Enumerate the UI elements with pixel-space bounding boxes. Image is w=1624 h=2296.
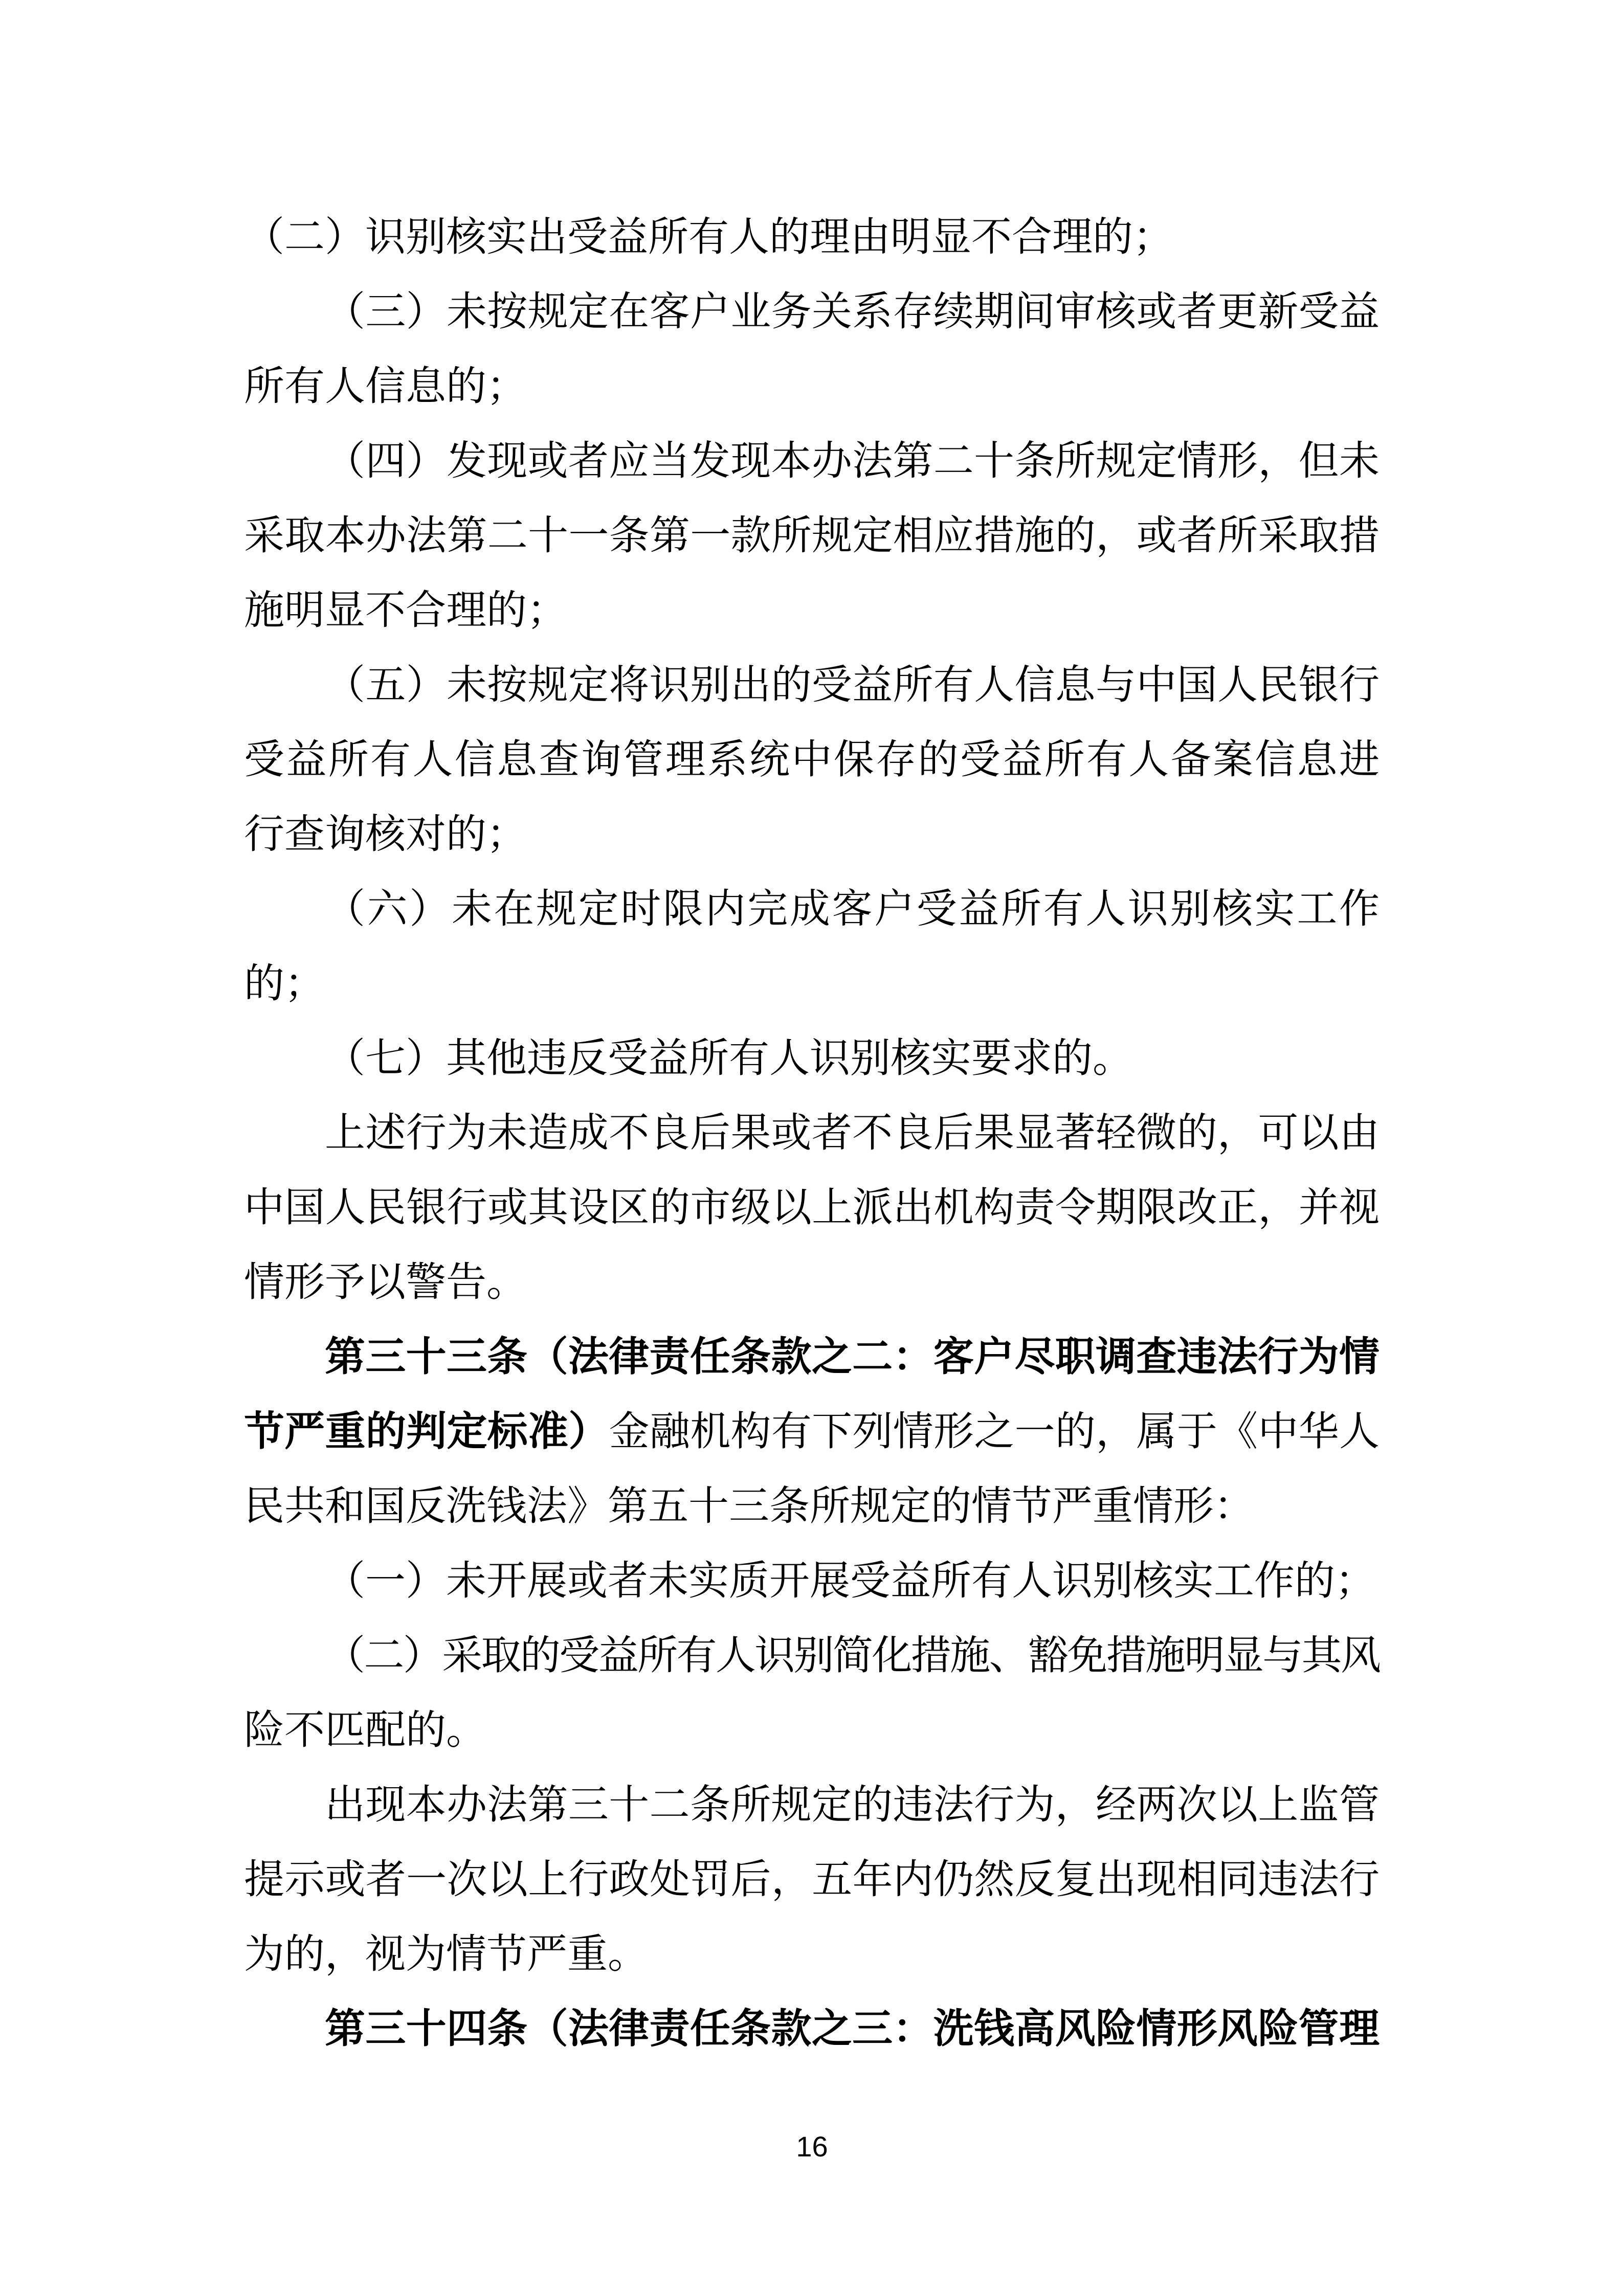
text-run: （七）其他违反受益所有人识别核实要求的。 [325, 1037, 1133, 1081]
text-run: 民共和国反洗钱法》第五十三条所规定的情节严重情形： [244, 1484, 1254, 1529]
paragraph [244, 872, 1380, 1022]
text-run: 采取本办法第二十一条第一款所规定相应措施的，或者所采取措 [244, 514, 1380, 558]
text-line [244, 1694, 1380, 1768]
text-line [244, 723, 1380, 798]
paragraph [244, 1096, 1380, 1320]
text-line [244, 1022, 1380, 1096]
text-run: （五）未按规定将识别出的受益所有人信息与中国人民银行 [325, 663, 1380, 708]
paragraph [244, 275, 1380, 424]
text-run: 施明显不合理的； [244, 589, 567, 633]
text-line [244, 1843, 1380, 1918]
text-line [244, 1395, 1380, 1470]
text-line [244, 947, 1380, 1022]
text-line [244, 798, 1380, 872]
text-line [244, 275, 1380, 350]
text-line [244, 574, 1380, 648]
paragraph [244, 200, 1380, 275]
paragraph [244, 1619, 1380, 1768]
text-line [244, 648, 1380, 723]
text-run: 行查询核对的； [244, 813, 527, 857]
paragraph [244, 1022, 1380, 1096]
text-run: （一）未开展或者未实质开展受益所有人识别核实工作的； [325, 1559, 1375, 1604]
text-line [244, 350, 1380, 424]
document-body-text [244, 200, 1380, 2067]
text-line [244, 1768, 1380, 1843]
text-run: 情形予以警告。 [244, 1260, 527, 1305]
text-line [244, 1096, 1380, 1171]
text-line [244, 1470, 1380, 1544]
page-number: 16 [796, 2130, 828, 2163]
paragraph [244, 1544, 1380, 1619]
text-line [244, 1918, 1380, 1992]
text-line [244, 1619, 1380, 1694]
text-line [244, 1320, 1380, 1395]
text-run: （三）未按规定在客户业务关系存续期间审核或者更新受益 [325, 290, 1380, 334]
text-run: （四）发现或者应当发现本办法第二十条所规定情形，但未 [325, 439, 1380, 484]
text-run: 金融机构有下列情形之一的，属于《中华人 [609, 1410, 1380, 1454]
text-line [244, 424, 1380, 499]
article-34-heading-bold-run: 第三十四条（法律责任条款之三：洗钱高风险情形风险管理 [325, 2007, 1380, 2052]
text-run: 中国人民银行或其设区的市级以上派出机构责令期限改正，并视 [244, 1186, 1380, 1230]
text-line [244, 1544, 1380, 1619]
text-run: 为的，视为情节严重。 [244, 1932, 648, 1977]
text-line [244, 499, 1380, 574]
text-run: （二）采取的受益所有人识别简化措施、豁免措施明显与其风 [325, 1634, 1380, 1678]
paragraph [244, 1768, 1380, 1992]
text-run: 上述行为未造成不良后果或者不良后果显著轻微的，可以由 [325, 1111, 1380, 1156]
text-run: 所有人信息的； [244, 365, 527, 409]
paragraph-article-33 [244, 1320, 1380, 1544]
text-run: 受益所有人信息查询管理系统中保存的受益所有人备案信息进 [244, 738, 1380, 782]
text-line [244, 215, 1173, 260]
text-line [244, 1246, 1380, 1320]
paragraph-article-34 [244, 1992, 1380, 2067]
paragraph [244, 648, 1380, 872]
text-run: 出现本办法第三十二条所规定的违法行为，经两次以上监管 [325, 1783, 1380, 1828]
text-line [244, 872, 1380, 947]
text-line [244, 1992, 1380, 2067]
article-33-heading-bold-run: 第三十三条（法律责任条款之二：客户尽职调查违法行为情 [325, 1335, 1380, 1380]
text-run: 的； [244, 962, 325, 1006]
text-run: 提示或者一次以上行政处罚后，五年内仍然反复出现相同违法行 [244, 1858, 1380, 1902]
paragraph [244, 424, 1380, 648]
text-line [244, 1171, 1380, 1246]
text-run: （二）识别核实出受益所有人的理由明显不合理的； [244, 215, 1173, 260]
text-run: （六）未在规定时限内完成客户受益所有人识别核实工作 [325, 887, 1380, 932]
article-33-heading-bold-run: 节严重的判定标准） [244, 1410, 609, 1454]
text-run: 险不匹配的。 [244, 1708, 486, 1753]
